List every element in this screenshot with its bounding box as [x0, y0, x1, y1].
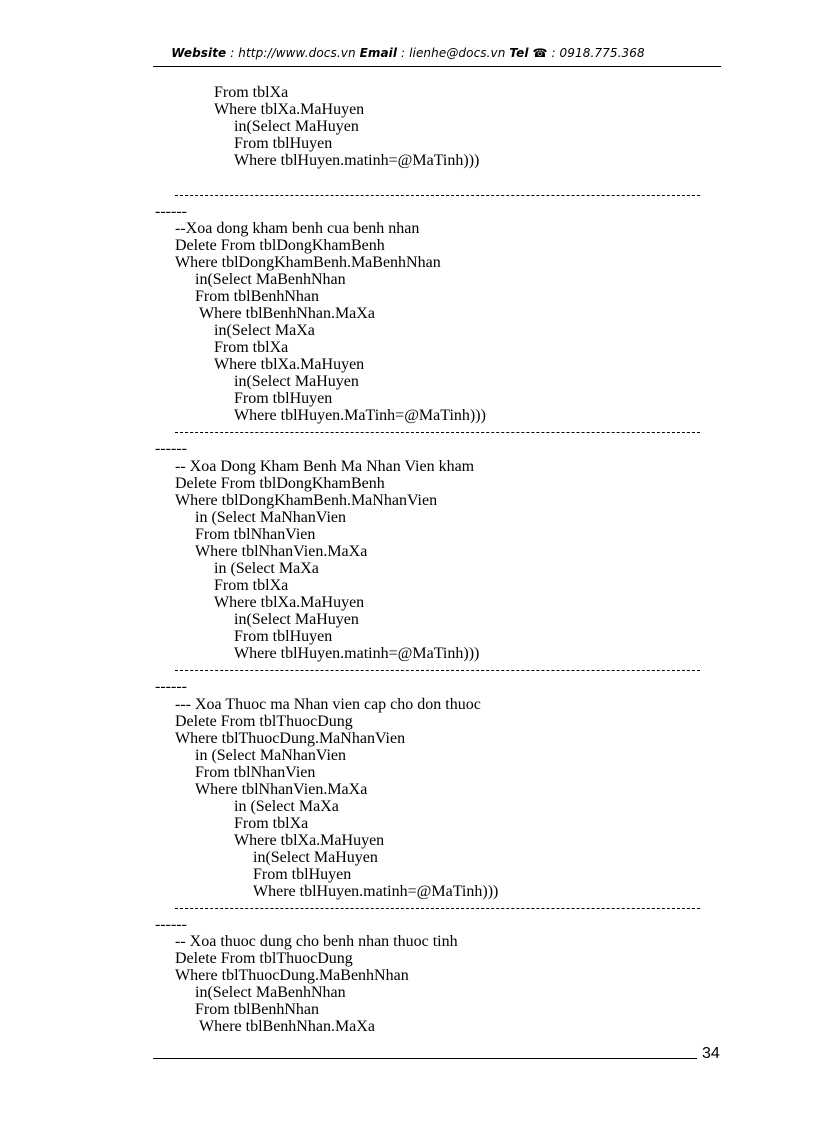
- code-line: in(Select MaHuyen: [234, 611, 359, 628]
- separator-dashes: [175, 908, 700, 909]
- code-line: From tblNhanVien: [195, 764, 316, 781]
- email-label: Email: [359, 46, 398, 60]
- code-line: Where tblBenhNhan.MaXa: [199, 305, 375, 322]
- code-line: Where tblXa.MaHuyen: [234, 832, 385, 849]
- code-line: Where tblNhanVien.MaXa: [195, 543, 368, 560]
- code-line: in(Select MaBenhNhan: [195, 271, 346, 288]
- separator-dashes: [175, 432, 700, 433]
- code-line: From tblXa: [214, 339, 289, 356]
- code-line: From tblHuyen: [234, 135, 333, 152]
- separator-tail: ------: [155, 678, 187, 695]
- code-line: Where tblBenhNhan.MaXa: [199, 1018, 375, 1035]
- code-line: Delete From tblDongKhamBenh: [175, 237, 385, 254]
- header-rule: [153, 66, 721, 67]
- code-line: Where tblXa.MaHuyen: [214, 356, 365, 373]
- code-line: From tblXa: [214, 84, 289, 101]
- code-line: in (Select MaXa: [214, 560, 319, 577]
- footer-rule: [153, 1058, 697, 1059]
- separator-tail: ------: [155, 916, 187, 933]
- code-line: in (Select MaXa: [234, 798, 339, 815]
- code-comment: -- Xoa thuoc dung cho benh nhan thuoc tinh: [175, 933, 458, 950]
- code-line: Delete From tblThuocDung: [175, 950, 353, 967]
- code-line: From tblHuyen: [253, 866, 352, 883]
- website-label: Website: [171, 46, 227, 60]
- code-line: From tblBenhNhan: [195, 288, 319, 305]
- code-comment: --- Xoa Thuoc ma Nhan vien cap cho don thuoc: [175, 696, 481, 713]
- code-line: Where tblDongKhamBenh.MaBenhNhan: [175, 254, 441, 271]
- code-line: in(Select MaBenhNhan: [195, 984, 346, 1001]
- tel-label: Tel: [509, 46, 529, 60]
- page-number: 34: [702, 1045, 720, 1062]
- email-value: : lienhe@docs.vn: [397, 46, 510, 60]
- separator-tail: ------: [155, 203, 187, 220]
- code-line: Where tblHuyen.MaTinh=@MaTinh))): [234, 407, 486, 424]
- code-line: Where tblHuyen.matinh=@MaTinh))): [234, 645, 480, 662]
- separator-dashes: [175, 195, 700, 196]
- code-line: From tblBenhNhan: [195, 1001, 319, 1018]
- code-line: Where tblHuyen.matinh=@MaTinh))): [253, 883, 499, 900]
- code-line: in(Select MaHuyen: [253, 849, 378, 866]
- website-value: : http://www.docs.vn: [226, 46, 360, 60]
- code-line: in(Select MaXa: [214, 322, 315, 339]
- page-header: [0, 46, 816, 60]
- code-comment: --Xoa dong kham benh cua benh nhan: [175, 220, 420, 237]
- code-comment: -- Xoa Dong Kham Benh Ma Nhan Vien kham: [175, 458, 475, 475]
- code-line: Where tblNhanVien.MaXa: [195, 781, 368, 798]
- code-line: Delete From tblDongKhamBenh: [175, 475, 385, 492]
- code-line: From tblNhanVien: [195, 526, 316, 543]
- code-line: Where tblThuocDung.MaNhanVien: [175, 730, 406, 747]
- code-line: From tblXa: [214, 577, 289, 594]
- code-line: in(Select MaHuyen: [234, 373, 359, 390]
- code-line: Where tblDongKhamBenh.MaNhanVien: [175, 492, 438, 509]
- code-line: Where tblXa.MaHuyen: [214, 101, 365, 118]
- code-line: in(Select MaHuyen: [234, 118, 359, 135]
- code-line: Where tblThuocDung.MaBenhNhan: [175, 967, 409, 984]
- code-line: From tblXa: [234, 815, 309, 832]
- code-line: in (Select MaNhanVien: [195, 509, 346, 526]
- separator-tail: ------: [155, 440, 187, 457]
- phone-icon: ☎: [532, 46, 548, 60]
- code-line: From tblHuyen: [234, 628, 333, 645]
- code-line: Where tblXa.MaHuyen: [214, 594, 365, 611]
- code-line: in (Select MaNhanVien: [195, 747, 346, 764]
- code-line: From tblHuyen: [234, 390, 333, 407]
- separator-dashes: [175, 670, 700, 671]
- code-line: Delete From tblThuocDung: [175, 713, 353, 730]
- code-line: Where tblHuyen.matinh=@MaTinh))): [234, 152, 480, 169]
- tel-value: : 0918.775.368: [547, 46, 645, 60]
